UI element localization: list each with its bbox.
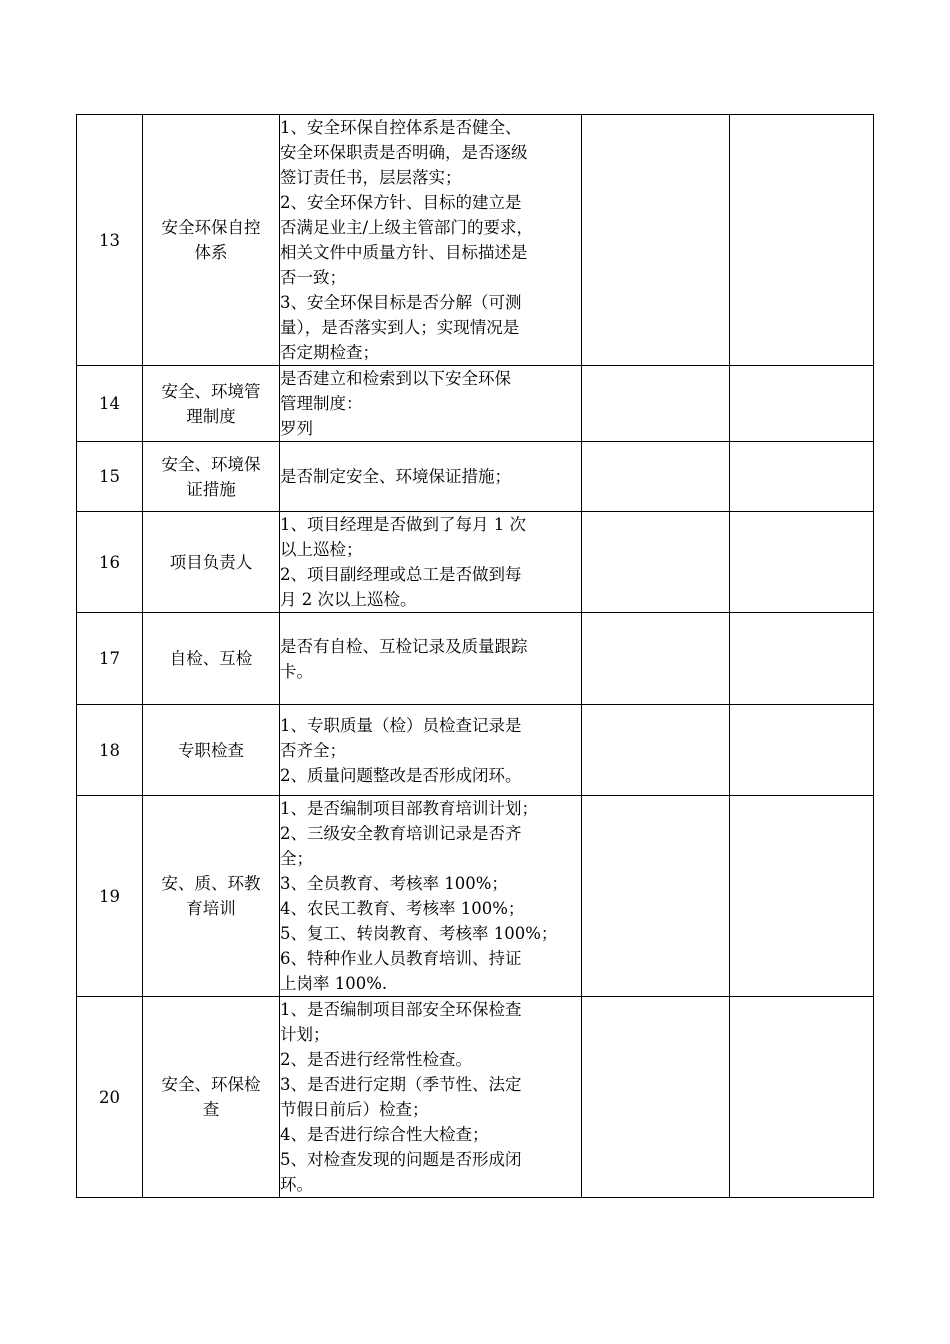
inspection-item-line: 专职检查 — [178, 740, 244, 760]
inspection-content-line: 1、专职质量（检）员检查记录是 — [280, 715, 522, 735]
inspection-item — [143, 115, 280, 366]
inspection-item-line: 理制度 — [186, 406, 236, 426]
inspection-content-line: 是否有自检、互检记录及质量跟踪 — [280, 636, 528, 656]
row-number: 14 — [77, 366, 143, 442]
empty-cell — [730, 705, 874, 796]
inspection-item-line: 安全、环境管 — [161, 381, 261, 401]
empty-cell — [730, 366, 874, 442]
inspection-content-line: 签订责任书，层层落实； — [280, 168, 462, 187]
inspection-content-line: 上岗率 100%. — [280, 974, 388, 993]
table-row — [77, 997, 874, 1198]
row-number: 17 — [77, 613, 143, 705]
inspection-content-line: 罗列 — [280, 419, 313, 438]
inspection-content-line: 计划； — [280, 1025, 330, 1044]
row-number: 20 — [77, 997, 143, 1198]
inspection-content-line: 安全环保职责是否明确，是否逐级 — [280, 143, 528, 162]
inspection-table — [76, 114, 874, 1198]
table-row — [77, 512, 874, 613]
inspection-item — [143, 512, 280, 613]
inspection-content — [280, 115, 582, 366]
empty-cell — [730, 115, 874, 366]
row-number: 13 — [77, 115, 143, 366]
inspection-content-line: 卡。 — [280, 661, 313, 681]
inspection-content-line: 2、质量问题整改是否形成闭环。 — [280, 765, 522, 785]
inspection-content-line: 是否建立和检索到以下安全环保 — [280, 369, 511, 388]
inspection-item-line: 查 — [202, 1100, 220, 1119]
inspection-item-line: 安、质、环教 — [161, 874, 261, 893]
inspection-content-line: 否齐全； — [280, 740, 346, 760]
inspection-item — [143, 705, 280, 796]
inspection-content-line: 否一致； — [280, 268, 346, 287]
inspection-content-line: 4、农民工教育、考核率 100%； — [280, 899, 525, 918]
inspection-item-line: 证措施 — [186, 479, 236, 499]
inspection-content — [280, 613, 582, 705]
inspection-item-line: 安全、环境保 — [161, 454, 261, 474]
inspection-content-line: 5、对检查发现的问题是否形成闭 — [280, 1150, 522, 1169]
inspection-item-line: 安全环保自控 — [161, 218, 261, 237]
inspection-content-line: 2、三级安全教育培训记录是否齐 — [280, 824, 522, 843]
empty-cell — [582, 997, 730, 1198]
inspection-item-line: 自检、互检 — [169, 649, 253, 668]
empty-cell — [730, 613, 874, 705]
inspection-content-line: 1、是否编制项目部安全环保检查 — [280, 1000, 522, 1019]
inspection-item-line: 育培训 — [186, 899, 236, 918]
empty-cell — [582, 705, 730, 796]
inspection-item-line: 项目负责人 — [169, 552, 253, 572]
inspection-table-body — [77, 115, 874, 1198]
inspection-content-line: 3、是否进行定期（季节性、法定 — [280, 1075, 522, 1094]
empty-cell — [582, 366, 730, 442]
table-row — [77, 796, 874, 997]
inspection-item — [143, 442, 280, 512]
inspection-content-line: 是否制定安全、环境保证措施； — [280, 467, 511, 486]
empty-cell — [582, 796, 730, 997]
inspection-content — [280, 705, 582, 796]
inspection-content-line: 节假日前后）检查； — [280, 1100, 429, 1119]
inspection-content-line: 1、安全环保自控体系是否健全、 — [280, 118, 522, 137]
inspection-item — [143, 997, 280, 1198]
inspection-content-line: 相关文件中质量方针、目标描述是 — [280, 243, 528, 262]
inspection-content-line: 2、安全环保方针、目标的建立是 — [280, 193, 522, 212]
inspection-content-line: 1、项目经理是否做到了每月 1 次 — [280, 515, 526, 534]
inspection-content-line: 量），是否落实到人；实现情况是 — [280, 318, 520, 337]
inspection-item — [143, 796, 280, 997]
inspection-content-line: 6、特种作业人员教育培训、持证 — [280, 949, 522, 968]
empty-cell — [730, 997, 874, 1198]
inspection-content-line: 月 2 次以上巡检。 — [280, 590, 417, 609]
inspection-content-line: 5、复工、转岗教育、考核率 100%； — [280, 924, 558, 943]
inspection-content-line: 否满足业主/上级主管部门的要求， — [280, 218, 534, 237]
table-row — [77, 366, 874, 442]
inspection-content-line: 否定期检查； — [280, 343, 379, 362]
inspection-content — [280, 366, 582, 442]
inspection-content-line: 环。 — [280, 1175, 313, 1194]
empty-cell — [582, 115, 730, 366]
inspection-content-line: 3、安全环保目标是否分解（可测 — [280, 293, 522, 312]
empty-cell — [730, 442, 874, 512]
empty-cell — [730, 512, 874, 613]
row-number: 16 — [77, 512, 143, 613]
row-number: 18 — [77, 705, 143, 796]
table-row — [77, 115, 874, 366]
inspection-content — [280, 997, 582, 1198]
inspection-item — [143, 366, 280, 442]
inspection-content — [280, 512, 582, 613]
inspection-content — [280, 442, 582, 512]
table-row — [77, 705, 874, 796]
inspection-content-line: 2、项目副经理或总工是否做到每 — [280, 565, 522, 584]
empty-cell — [582, 613, 730, 705]
table-row — [77, 613, 874, 705]
inspection-content-line: 2、是否进行经常性检查。 — [280, 1050, 472, 1069]
inspection-content-line: 管理制度： — [280, 394, 363, 413]
inspection-content-line: 以上巡检； — [280, 540, 363, 559]
inspection-content — [280, 796, 582, 997]
inspection-content-line: 4、是否进行综合性大检查； — [280, 1125, 489, 1144]
inspection-item-line: 安全、环保检 — [161, 1075, 261, 1094]
inspection-item-line: 体系 — [194, 243, 228, 262]
table-row — [77, 442, 874, 512]
inspection-content-line: 1、是否编制项目部教育培训计划； — [280, 799, 538, 818]
row-number: 19 — [77, 796, 143, 997]
empty-cell — [582, 512, 730, 613]
inspection-content-line: 3、全员教育、考核率 100%； — [280, 874, 508, 893]
inspection-item — [143, 613, 280, 705]
empty-cell — [730, 796, 874, 997]
inspection-content-line: 全； — [280, 849, 313, 868]
empty-cell — [582, 442, 730, 512]
row-number: 15 — [77, 442, 143, 512]
